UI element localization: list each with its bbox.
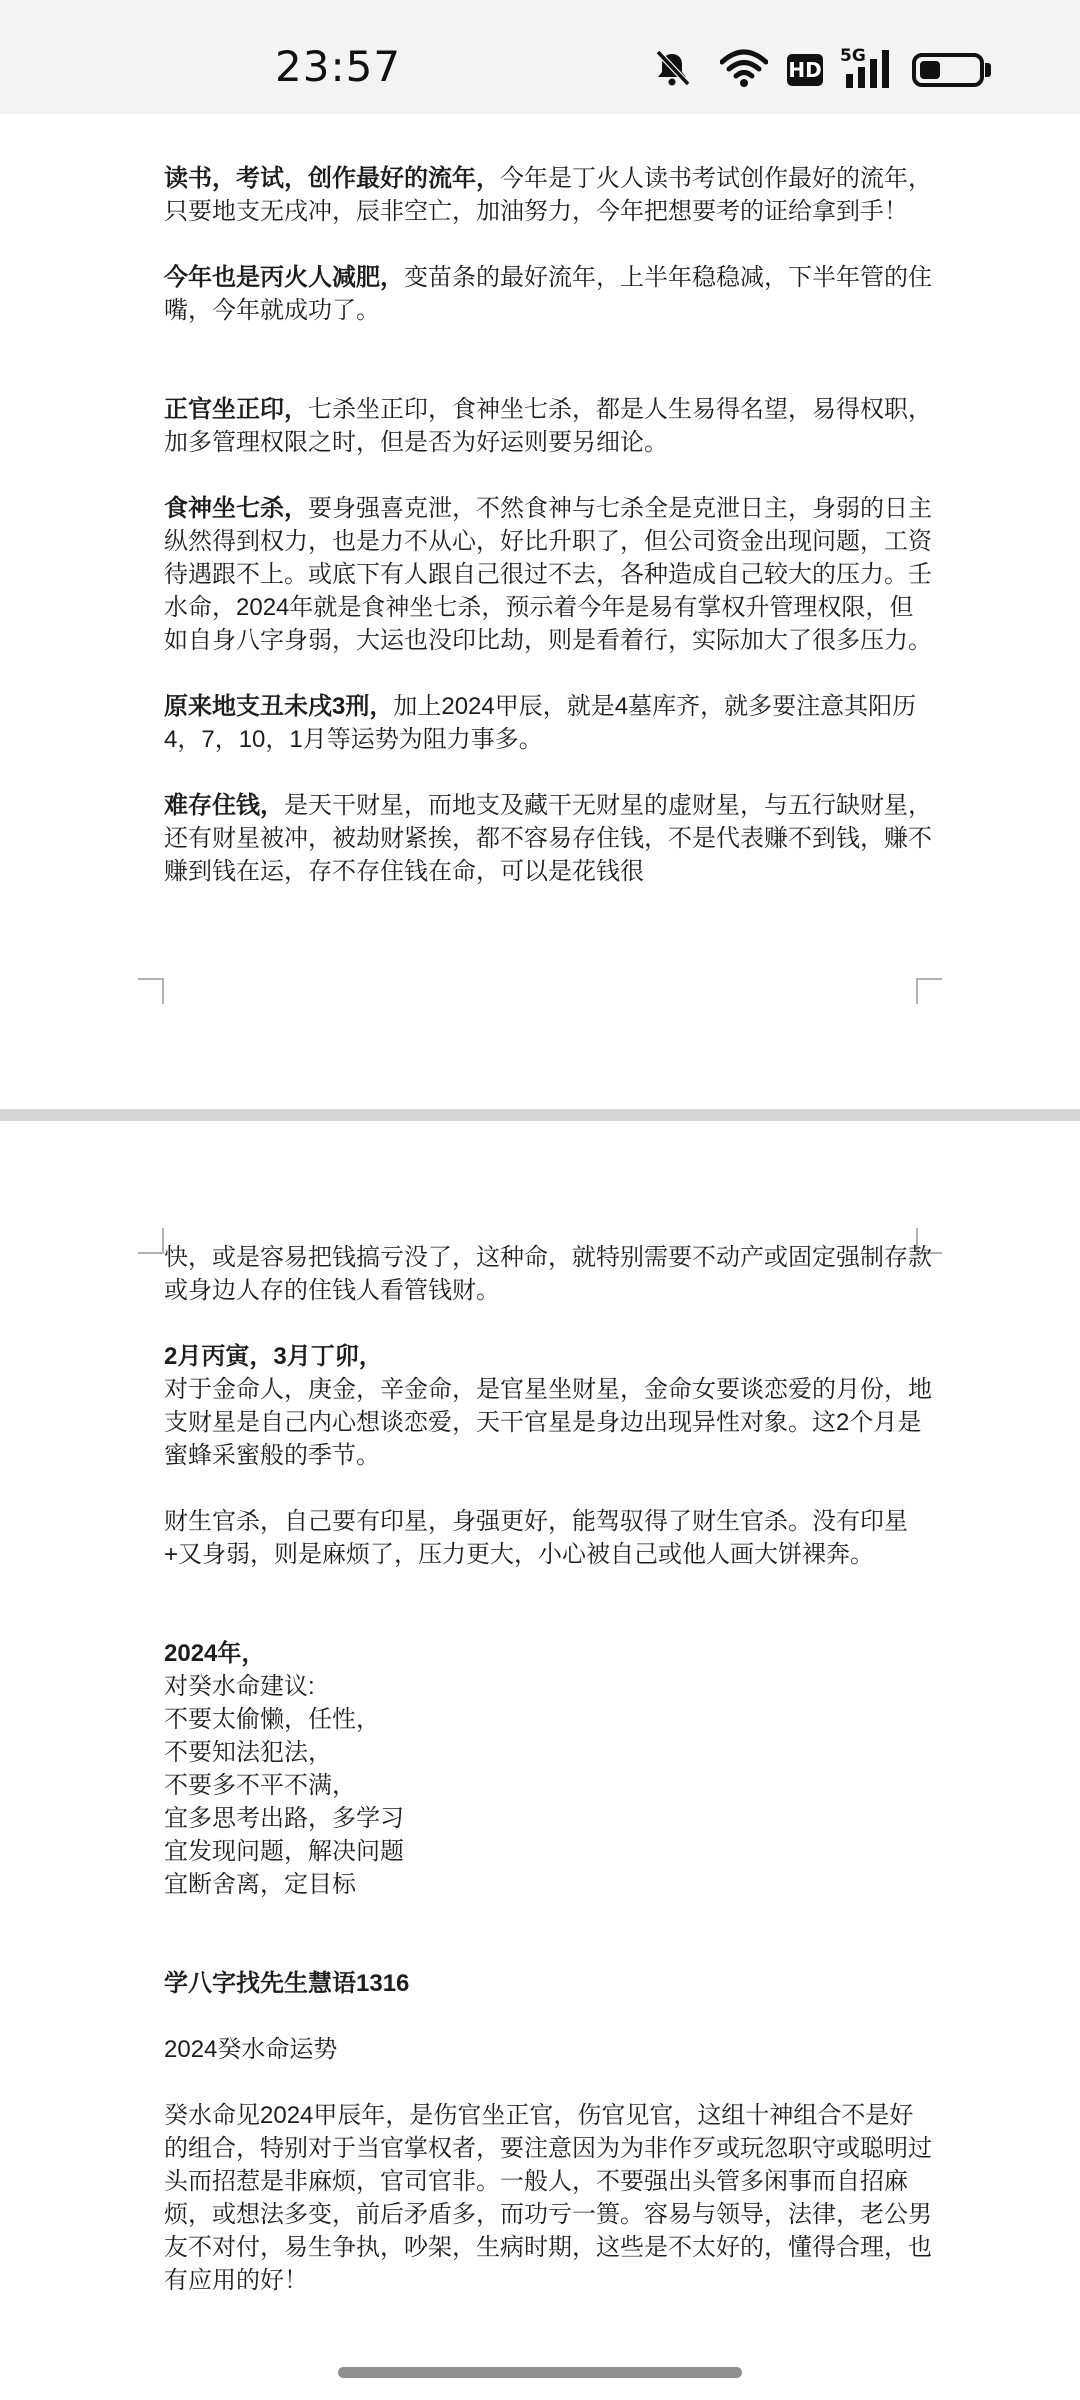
network-type-label: 5G <box>840 46 866 66</box>
battery-level <box>920 61 940 79</box>
document-page-2 <box>0 1121 1080 2400</box>
advice-item: 宜发现问题，解决问题 <box>164 1838 404 1865</box>
status-bar <box>0 0 1080 114</box>
hd-icon: HD <box>787 54 823 86</box>
paragraph-text: 加上2024甲辰，就是4墓库齐，就多要注意其阳历4，7，10，1月等运势为阻力事多。 <box>164 693 917 753</box>
paragraph-money <box>164 789 934 888</box>
author-signature: 学八字找先生慧语1316 <box>164 1970 410 1997</box>
page-corner-mark <box>916 978 942 1004</box>
document-page-1 <box>0 114 1080 1109</box>
paragraph-heading: 食神坐七杀， <box>164 495 308 522</box>
paragraph-feb-mar <box>164 1340 934 1472</box>
paragraph-heading: 读书，考试，创作最好的流年， <box>164 165 500 192</box>
advice-list <box>164 1637 934 1901</box>
paragraph-food-god <box>164 492 934 657</box>
home-indicator[interactable] <box>338 2367 742 2378</box>
paragraph-text: 对于金命人，庚金，辛金命，是官星坐财星，金命女要谈恋爱的月份，地支财星是自己内心想谈恋爱，天干官星是身边出现异性对象。这2个月是蜜蜂采蜜般的季节。 <box>164 1376 932 1469</box>
paragraph-heading: 正官坐正印， <box>164 396 308 423</box>
advice-heading: 2024年， <box>164 1640 266 1667</box>
wifi-icon <box>720 48 768 88</box>
battery-icon <box>912 53 984 87</box>
5g-signal-icon <box>838 46 898 90</box>
advice-item: 宜多思考出路，多学习 <box>164 1805 404 1832</box>
paragraph-text: 今年是丁火人读书考试创作最好的流年，只要地支无戌冲，辰非空亡，加油努力，今年把想要考的证给拿到手！ <box>164 165 932 225</box>
paragraph-heading: 难存住钱， <box>164 792 284 819</box>
paragraph-punishment <box>164 690 934 756</box>
paragraph-gui-water: 癸水命见2024甲辰年，是伤官坐正官，伤官见官，这组十神组合不是好的组合，特别对于当官掌权者，要注意因为为非作歹或玩忽职守或聪明过头而招惹是非麻烦，官司官非。一般人，不要强出头管多闲事而自招麻烦，或想法多变，前后矛盾多，而功亏一篑。容易与领导，法律，老公男友不对付，易生争执，吵架，生病时期，这些是不太好的，懂得合理，也有应用的好！ <box>164 2102 932 2294</box>
page-corner-mark <box>138 978 164 1004</box>
advice-item: 宜断舍离，定目标 <box>164 1871 356 1898</box>
paragraph-money-continued: 快，或是容易把钱搞亏没了，这种命，就特别需要不动产或固定强制存款或身边人存的住钱人看管钱财。 <box>164 1244 932 1304</box>
paragraph-text: 七杀坐正印，食神坐七杀，都是人生易得名望，易得权职，加多管理权限之时，但是否为好运则要另细论。 <box>164 396 932 456</box>
paragraph-heading: 原来地支丑未戌3刑， <box>164 693 394 720</box>
paragraph-officer <box>164 393 934 459</box>
status-time: 23:57 <box>275 42 402 91</box>
paragraph-heading: 2月丙寅，3月丁卯， <box>164 1343 383 1370</box>
paragraph-text: 变苗条的最好流年，上半年稳稳减，下半年管的住嘴，今年就成功了。 <box>164 264 932 324</box>
advice-item: 不要太偷懒，任性， <box>164 1706 380 1733</box>
advice-item: 不要知法犯法， <box>164 1739 332 1766</box>
article-subtitle: 2024癸水命运势 <box>164 2036 338 2063</box>
paragraph-text: 是天干财星，而地支及藏干无财星的虚财星，与五行缺财星，还有财星被冲，被劫财紧挨，都不容易存住钱，不是代表赚不到钱，赚不赚到钱在运，存不存住钱在命，可以是花钱很 <box>164 792 932 885</box>
mute-icon <box>652 48 692 88</box>
advice-item: 对癸水命建议: <box>164 1673 315 1700</box>
paragraph-heading: 今年也是丙火人减肥， <box>164 264 404 291</box>
paragraph-wealth-officer: 财生官杀，自己要有印星，身强更好，能驾驭得了财生官杀。没有印星+又身弱，则是麻烦了，压力更大，小心被自己或他人画大饼裸奔。 <box>164 1508 908 1568</box>
page-separator <box>0 1109 1080 1121</box>
battery-cap <box>985 63 991 77</box>
paragraph-text: 要身强喜克泄，不然食神与七杀全是克泄日主，身弱的日主纵然得到权力，也是力不从心，好比升职了，但公司资金出现问题，工资待遇跟不上。或底下有人跟自己很过不去，各种造成自己较大的压力。壬水命，2024年就是食神坐七杀，预示着今年是易有掌权升管理权限，但如自身八字身弱，大运也没印比劫，则是看着行，实际加大了很多压力。 <box>164 495 932 654</box>
paragraph-diet <box>164 261 934 327</box>
paragraph-study <box>164 162 934 228</box>
advice-item: 不要多不平不满， <box>164 1772 356 1799</box>
